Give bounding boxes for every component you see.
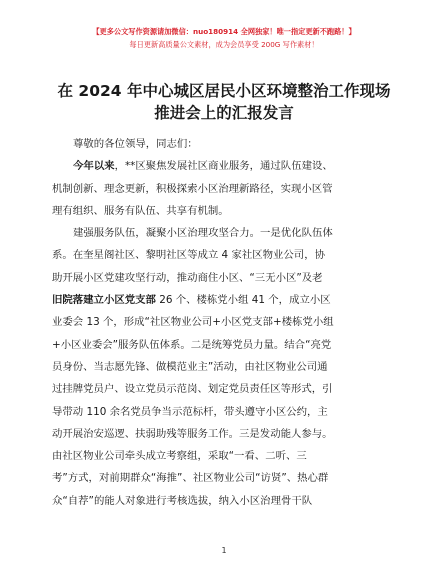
body-line (52, 244, 404, 266)
body-line (52, 311, 404, 333)
body-text: 考”方式，对前期群众“海推”、社区物业公司“访贤”、热心群 (52, 472, 329, 485)
body-line (52, 267, 404, 289)
promo-banner-line-2: 每日更新高质量公文素材，成为会员享受 200G 写作素材！ (129, 40, 319, 49)
body-text: 理有组织、服务有队伍、共享有机制。 (52, 204, 229, 217)
body-text: 众“自荐”的能人对象进行考核选拔，纳入小区治理骨干队 (52, 494, 313, 507)
body-text: 系。在奎星阁社区、黎明社区等成立 4 家社区物业公司，协 (52, 249, 325, 262)
body-text: 机制创新、理念更新，积极探索小区治理新路径，实现小区管 (52, 182, 333, 195)
body-line (52, 200, 404, 222)
body-line (52, 178, 404, 200)
body-text: 助开展小区党建攻坚行动，推动商住小区、“三无小区”及老 (52, 271, 323, 284)
body-line (52, 155, 404, 177)
body-text: 导带动 110 余名党员争当示范标杆，带头遵守小区公约，主 (52, 405, 328, 418)
body-text: 业委会 13 个，形成“社区物业公司+小区党支部+楼栋党小组 (52, 316, 334, 329)
body-text: 动开展治安巡逻、扶弱助残等服务工作。三是发动能人参与。 (52, 427, 333, 440)
body-text: 建强服务队伍，凝聚小区治理攻坚合力。一是优化队伍体 (73, 227, 333, 240)
body-line (52, 445, 404, 467)
body-line (52, 401, 404, 423)
body-line (52, 490, 404, 512)
promo-banner-line-1: 【更多公文写作资源请加微信：nuo180914 全网独家！唯一指定更新不跑路！】 (92, 27, 356, 36)
bold-text: 今年以来 (73, 160, 115, 173)
body-text: 26 个、楼栋党小组 41 个，成立小区 (155, 294, 331, 307)
body-line (52, 334, 404, 356)
body-text: 过挂牌党员户、设立党员示范岗、划定党员责任区等形式，引 (52, 383, 333, 396)
salutation: 尊敬的各位领导，同志们： (73, 138, 198, 150)
body-text: +小区业委会”服务队伍体系。二是统筹党员力量。结合“亮党 (52, 338, 332, 351)
body-line (52, 423, 404, 445)
title-line-2: 推进会上的汇报发言 (154, 104, 294, 122)
body-line (52, 378, 404, 400)
page-number: 1 (221, 546, 227, 555)
body-line (52, 467, 404, 489)
body-text: 员身份、当志愿先锋、做模范业主”活动，由社区物业公司通 (52, 360, 328, 373)
body-line (52, 289, 404, 311)
body-line (52, 222, 404, 244)
bold-text: 旧院落建立小区党支部 (52, 294, 156, 307)
document-title (30, 80, 418, 124)
body-text: ，**区聚焦发展社区商业服务，通过队伍建设、 (114, 160, 333, 173)
document-body (52, 133, 404, 512)
body-line (52, 356, 404, 378)
title-line-1: 在 2024 年中心城区居民小区环境整治工作现场 (57, 82, 391, 100)
body-text: 由社区物业公司牵头成立考察组，采取“一看、二听、三 (52, 450, 307, 463)
